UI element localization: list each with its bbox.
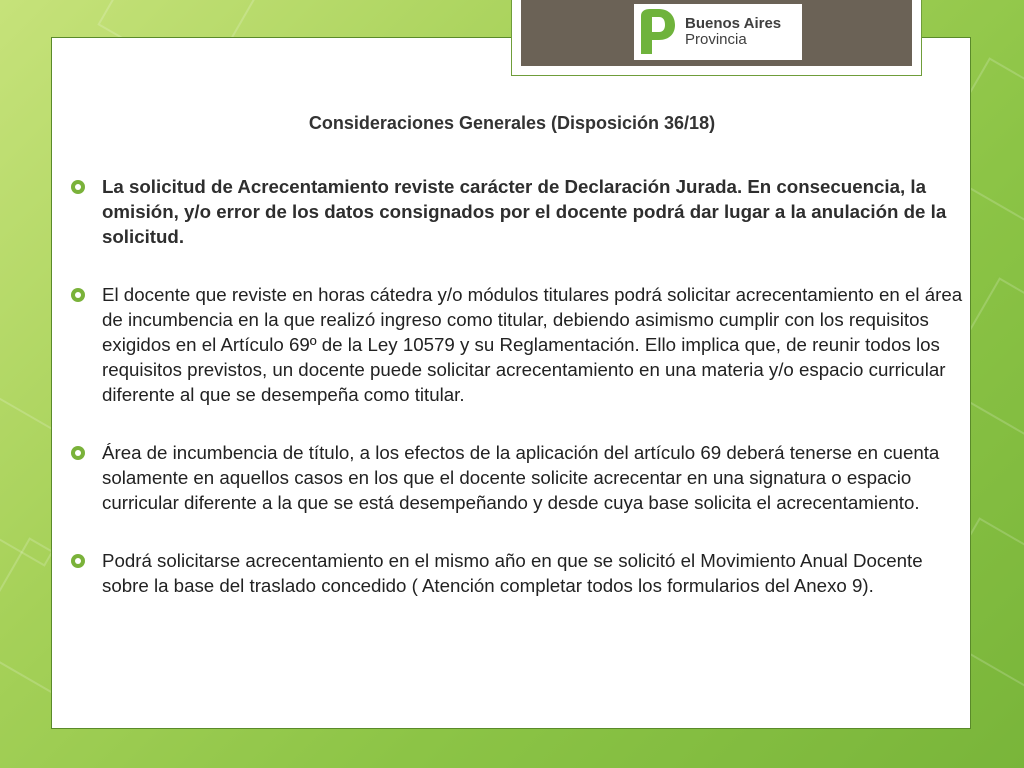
logo-title: Buenos Aires (685, 15, 782, 33)
bullet-text: Podrá solicitarse acrecentamiento en el mismo año en que se solicitó el Movimiento Anual Docente sobre la base del traslado concedido ( Atención completar todos los formularios del Anexo 9). (102, 550, 923, 596)
logo-panel (521, 0, 912, 66)
bullet-text: Área de incumbencia de título, a los efectos de la aplicación del artículo 69 deberá tenerse en cuenta solamente en aquellos casos en los que el docente solicite acrecentar en una signatura o espacio curricular diferente a la que se está desempeñando y desde cuya base solicita el acrecentamiento. (102, 442, 940, 513)
slide-title: Consideraciones Generales (Disposición 36/18) (308, 113, 716, 133)
logo-header (511, 0, 922, 76)
buenos-aires-p-logo-icon (637, 8, 677, 56)
bullet-text: El docente que reviste en horas cátedra y/o módulos titulares podrá solicitar acrecentamiento en el área de incumbencia en la que realizó ingreso como titular, debiendo asimismo cumplir con los requisitos exigidos en el Artículo 69º de la Ley 10579 y su Reglamentación. Ello implica que, de reunir todos los requisitos previstos, un docente puede solicitar acrecentamiento en una materia y/o espacio curricular diferente al que se desempeña como titular. (102, 284, 963, 405)
bullet-item (70, 548, 970, 598)
bullet-item (70, 174, 970, 249)
logo-badge (634, 4, 802, 60)
bullet-marker-icon (70, 553, 86, 569)
bullet-marker-icon (70, 445, 86, 461)
bullet-marker-icon (70, 179, 86, 195)
bullet-item (70, 440, 970, 515)
bullet-marker-icon (70, 287, 86, 303)
bullet-text: La solicitud de Acrecentamiento reviste carácter de Declaración Jurada. En consecuencia, la omisión, y/o error de los datos consignados por el docente podrá dar lugar a la anulación de la solicitud. (102, 176, 947, 247)
bullet-item (70, 282, 970, 407)
bullet-list (70, 174, 970, 598)
logo-subtitle: Provincia (685, 31, 747, 48)
logo-text (685, 16, 781, 48)
